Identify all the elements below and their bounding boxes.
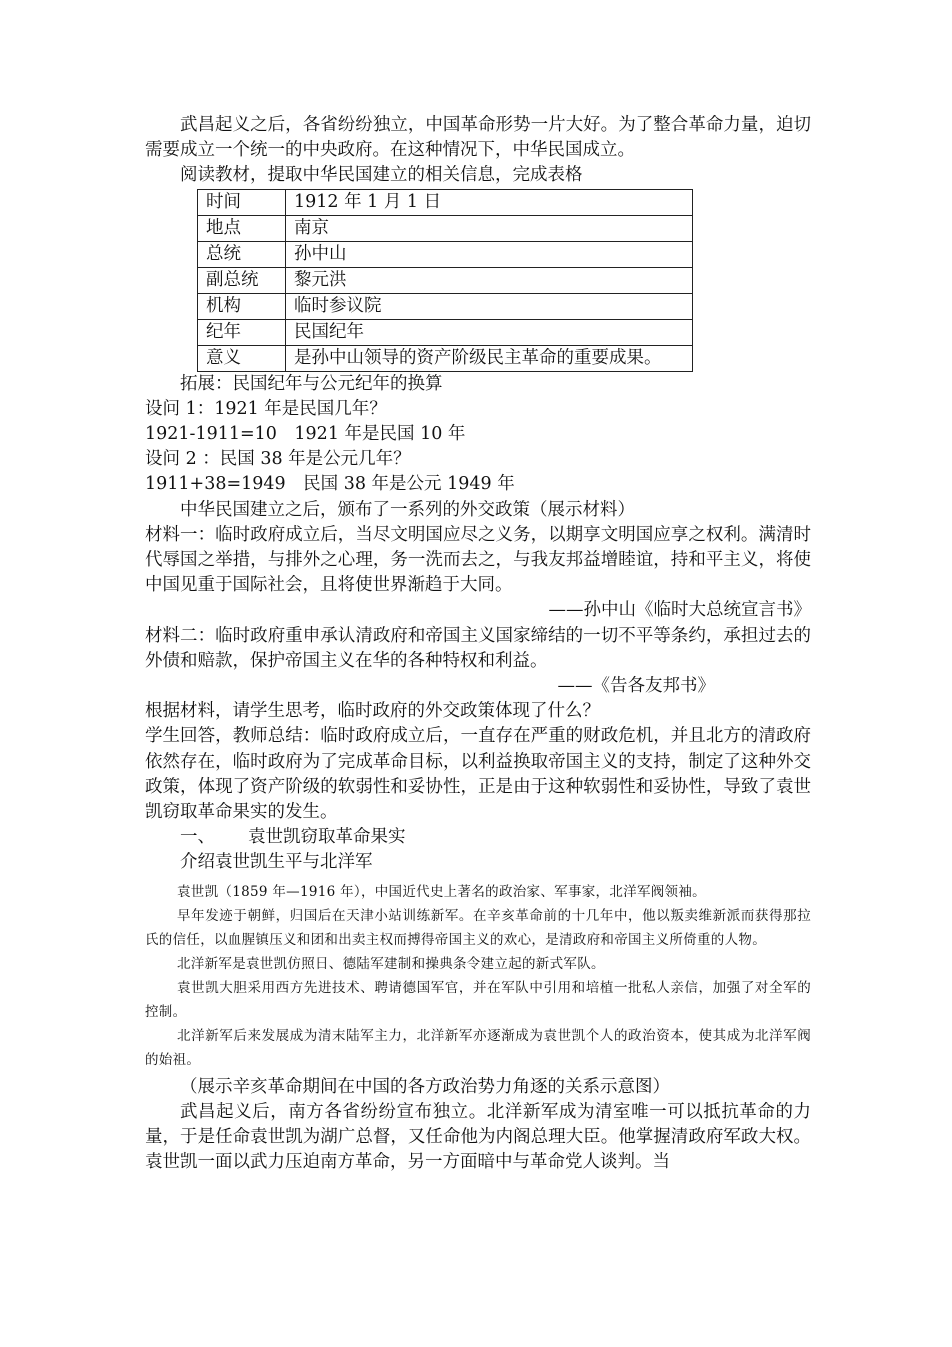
- table-key: 地点: [198, 215, 286, 241]
- closing-paragraph: 武昌起义后，南方各省纷纷宣布独立。北洋新军成为清室唯一可以抵抗革命的力量，于是任命袁世凯为湖广总督，又任命他为内阁总理大臣。他掌握清政府军政大权。袁世凯一面以武力压迫南方革命，另一方面暗中与革命党人谈判。当: [145, 1101, 811, 1173]
- table-value: 是孙中山领导的资产阶级民主革命的重要成果。: [286, 345, 693, 371]
- read-instruction: 阅读教材，提取中华民国建立的相关信息，完成表格: [180, 165, 583, 186]
- question-1: 设问 1：1921 年是民国几年？: [145, 398, 387, 419]
- bio-2: 早年发迹于朝鲜，归国后在天津小站训练新军。在辛亥革命前的十几年中，他以叛卖维新派而获得那拉氏的信任，以血腥镇压义和团和出卖主权而搏得帝国主义的欢心，是清政府和帝国主义所倚重的人物。: [145, 907, 811, 948]
- material-1-source: ——孙中山《临时大总统宣言书》: [548, 600, 811, 621]
- question-2: 设问 2 ：民国 38 年是公元几年？: [145, 449, 411, 470]
- document-page: [145, 113, 811, 1175]
- material-1: 材料一：临时政府成立后，当尽文明国应尽之义务，以期享文明国应享之权利。满清时代辱国之举措，与排外之心理，务一洗而去之，与我友邦益增睦谊，持和平主义，将使中国见重于国际社会，且将使世界渐趋于大同。: [145, 524, 811, 596]
- table-row: [198, 293, 693, 319]
- table-key: 副总统: [198, 267, 286, 293]
- table-key: 意义: [198, 345, 286, 371]
- table-value: 孙中山: [286, 241, 693, 267]
- table-row: [198, 189, 693, 215]
- bio-4: 袁世凯大胆采用西方先进技术、聘请德国军官，并在军队中引用和培植一批私人亲信，加强了对全军的控制。: [145, 979, 811, 1020]
- republic-info-table: [197, 189, 693, 372]
- teacher-summary: 学生回答，教师总结：临时政府成立后，一直存在严重的财政危机，并且北方的清政府依然存在，临时政府为了完成革命目标，以利益换取帝国主义的支持，制定了这种外交政策，体现了资产阶级的软弱性和妥协性，正是由于这种软弱性和妥协性，导致了袁世凯窃取革命果实的发生。: [145, 726, 811, 823]
- table-key: 机构: [198, 293, 286, 319]
- table-value: 南京: [286, 215, 693, 241]
- bio-5: 北洋新军后来发展成为清末陆军主力，北洋新军亦逐渐成为袁世凯个人的政治资本，使其成为北洋军阀的始祖。: [145, 1027, 811, 1068]
- bio-1: 袁世凯（1859 年—1916 年），中国近代史上著名的政治家、军事家，北洋军阀领袖。: [177, 883, 706, 900]
- extension-text: 拓展：民国纪年与公元纪年的换算: [180, 373, 443, 394]
- table-value: 1912 年 1 月 1 日: [286, 189, 693, 215]
- table-key: 纪年: [198, 319, 286, 345]
- table-row: [198, 267, 693, 293]
- table-value: 黎元洪: [286, 267, 693, 293]
- section-number: 一、: [180, 827, 215, 848]
- intro-paragraph: 武昌起义之后，各省纷纷独立，中国革命形势一片大好。为了整合革命力量，迫切需要成立一个统一的中央政府。在这种情况下，中华民国成立。: [145, 115, 811, 161]
- table-row: [198, 241, 693, 267]
- diagram-note: （展示辛亥革命期间在中国的各方政治势力角逐的关系示意图）: [180, 1076, 670, 1097]
- foreign-policy-text: 中华民国建立之后，颁布了一系列的外交政策（展示材料）: [180, 499, 635, 520]
- material-2-source: ——《告各友邦书》: [557, 676, 715, 697]
- table-value: 临时参议院: [286, 293, 693, 319]
- section-title: 袁世凯窃取革命果实: [248, 827, 406, 848]
- answer-1: 1921-1911=10 1921 年是民国 10 年: [145, 424, 466, 445]
- table-key: 总统: [198, 241, 286, 267]
- table-value: 民国纪年: [286, 319, 693, 345]
- bio-3: 北洋新军是袁世凯仿照日、德陆军建制和操典条令建立起的新式军队。: [177, 955, 605, 972]
- table-key: 时间: [198, 189, 286, 215]
- table-row: [198, 319, 693, 345]
- answer-2: 1911+38=1949 民国 38 年是公元 1949 年: [145, 474, 515, 495]
- table-row: [198, 345, 693, 371]
- table-row: [198, 215, 693, 241]
- material-2: 材料二：临时政府重申承认清政府和帝国主义国家缔结的一切不平等条约，承担过去的外债和赔款，保护帝国主义在华的各种特权和利益。: [145, 625, 811, 671]
- yuan-intro: 介绍袁世凯生平与北洋军: [180, 852, 373, 873]
- think-question: 根据材料，请学生思考，临时政府的外交政策体现了什么？: [145, 701, 600, 722]
- section-heading: [145, 825, 811, 850]
